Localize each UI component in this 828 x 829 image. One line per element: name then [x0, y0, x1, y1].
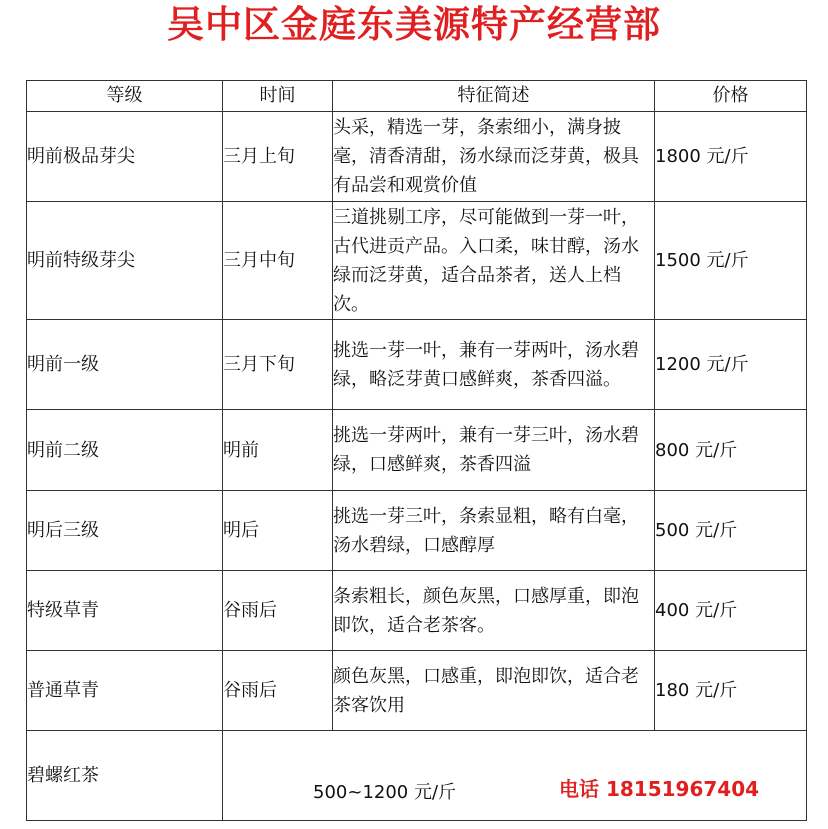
time-cell: 三月中旬: [223, 202, 333, 320]
grade-cell: 碧螺红茶: [27, 731, 223, 821]
header-price: 价格: [655, 81, 807, 112]
merged-price-contact-cell: [223, 731, 807, 821]
description-cell: 头采，精选一芽，条索细小，满身披毫，清香清甜，汤水绿而泛芽黄，极具有品尝和观赏价值: [333, 112, 655, 202]
grade-cell: 明后三级: [27, 491, 223, 571]
table-row: [27, 410, 807, 491]
description-cell: 挑选一芽三叶，条索显粗，略有白毫，汤水碧绿，口感醇厚: [333, 491, 655, 571]
time-cell: 三月下旬: [223, 320, 333, 410]
description-cell: 三道挑剔工序，尽可能做到一芽一叶，古代进贡产品。入口柔，味甘醇，汤水绿而泛芽黄，适合品茶者，送人上档次。: [333, 202, 655, 320]
table-row-black-tea: [27, 731, 807, 821]
grade-cell: 明前特级芽尖: [27, 202, 223, 320]
time-cell: 谷雨后: [223, 651, 333, 731]
header-description: 特征简述: [333, 81, 655, 112]
description-cell: 颜色灰黑，口感重，即泡即饮，适合老茶客饮用: [333, 651, 655, 731]
grade-cell: 明前一级: [27, 320, 223, 410]
price-cell: 500 元/斤: [655, 491, 807, 571]
table-row: [27, 112, 807, 202]
price-cell: 1200 元/斤: [655, 320, 807, 410]
description-cell: 挑选一芽两叶，兼有一芽三叶，汤水碧绿，口感鲜爽，茶香四溢: [333, 410, 655, 491]
description-cell: 条索粗长，颜色灰黑，口感厚重，即泡即饮，适合老茶客。: [333, 571, 655, 651]
table-row: [27, 320, 807, 410]
price-cell: 1800 元/斤: [655, 112, 807, 202]
header-grade: 等级: [27, 81, 223, 112]
price-cell: 800 元/斤: [655, 410, 807, 491]
price-cell: 400 元/斤: [655, 571, 807, 651]
price-cell: 1500 元/斤: [655, 202, 807, 320]
grade-cell: 明前极品芽尖: [27, 112, 223, 202]
table-row: [27, 651, 807, 731]
price-cell: 180 元/斤: [655, 651, 807, 731]
table-row: [27, 491, 807, 571]
phone-number: 电话 18151967404: [559, 777, 760, 801]
table-header-row: [27, 81, 807, 112]
table-row: [27, 571, 807, 651]
description-cell: 挑选一芽一叶，兼有一芽两叶，汤水碧绿，略泛芽黄口感鲜爽，茶香四溢。: [333, 320, 655, 410]
header-time: 时间: [223, 81, 333, 112]
time-cell: 谷雨后: [223, 571, 333, 651]
price-range: 500~1200 元/斤: [313, 782, 457, 803]
time-cell: 明前: [223, 410, 333, 491]
grade-cell: 特级草青: [27, 571, 223, 651]
price-table: [26, 80, 807, 821]
time-cell: 三月上旬: [223, 112, 333, 202]
grade-cell: 明前二级: [27, 410, 223, 491]
page-title: 吴中区金庭东美源特产经营部: [167, 3, 661, 46]
grade-cell: 普通草青: [27, 651, 223, 731]
table-row: [27, 202, 807, 320]
time-cell: 明后: [223, 491, 333, 571]
